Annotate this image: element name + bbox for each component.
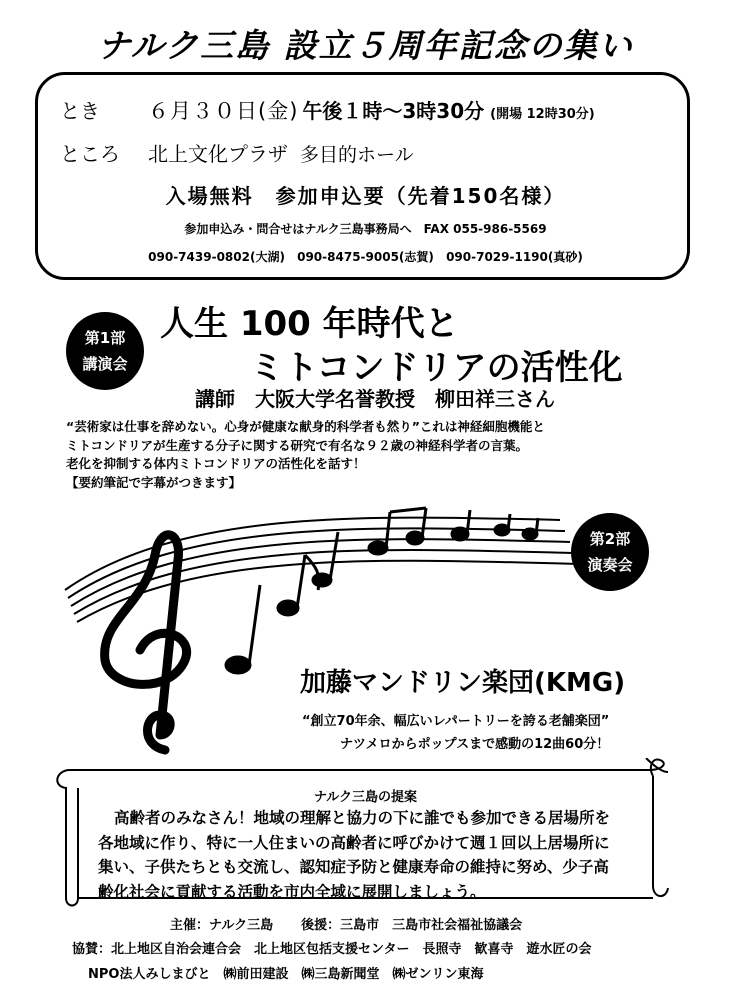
where-label: ところ [60,142,120,166]
lecture-title-line2: ミトコンドリアの活性化 [250,348,623,388]
lecture-title-line1: 人生 100 年時代と [160,304,459,344]
part2-badge-label: 演奏会 [587,556,633,574]
doors-open-time: (開場 12時30分) [490,107,595,122]
hall-name: 多目的ホール [300,144,414,166]
desc-line: “芸術家は仕事を辞めない。心身が健康な献身的科学者も然り”これは神経細胞機能と [66,419,545,434]
phone-numbers: 090-7439-0802(大湖) 090-8475-9005(志賀) 090-7029-1190(真砂) [148,250,583,264]
performer-tagline: “創立70年余、幅広いレパートリーを誇る老舗楽団” [302,714,610,729]
event-date: ６月３０日(金) [148,99,299,123]
part1-badge-label: 講演会 [82,355,128,373]
event-venue-row [60,138,414,167]
proposal-line: 集い、子供たちとも交流し、認知症予防と健康寿命の維持に努め、少子高 [98,858,609,876]
admission-info: 入場無料 参加申込要（先着150名様） [165,184,566,208]
event-date-row [60,95,595,125]
host-and-support [170,914,522,933]
page-title: ナルク三島 設立５周年記念の集い [97,26,634,65]
lecture-description [66,418,545,492]
support: 後援：三島市 三島市社会福祉協議会 [301,918,523,933]
desc-line: 【要約筆記で字幕がつきます】 [66,474,242,490]
performer-name: 加藤マンドリン楽団(KMG) [300,668,626,698]
part2-badge [571,513,649,591]
contact-line: 参加申込み・問合せはナルク三島事務局へ FAX 055-986-5569 [184,222,547,236]
proposal-body [98,806,678,904]
lecture-speaker: 講師 大阪大学名誉教授 柳田祥三さん [195,387,555,411]
sponsors-line2: NPO法人みしまびと ㈱前田建設 ㈱三島新聞堂 ㈱ゼンリン東海 [88,967,484,982]
performer-program: ナツメロからポップスまで感動の12曲60分！ [340,737,610,752]
host: 主催：ナルク三島 [170,918,274,933]
sponsors-line1: 協賛：北上地区自治会連合会 北上地区包括支援センター 長照寺 歓喜寺 遊水匠の会 [72,942,592,957]
part2-badge-number: 第2部 [589,530,631,548]
proposal-line: 高齢者のみなさん！地域の理解と協力の下に誰でも参加できる居場所を [114,809,611,827]
music-notes-icon [226,508,538,673]
treble-clef-icon [105,535,187,750]
event-time: 午後１時～3時30分 [302,99,485,123]
proposal-heading: ナルク三島の提案 [313,790,418,805]
part1-badge-number: 第1部 [84,329,126,347]
venue-name: 北上文化プラザ [148,142,288,166]
proposal-line: 齢化社会に貢献する活動を市内全域に展開しましょう。 [98,882,486,901]
proposal-line: 各地域に作り、特に一人住まいの高齢者に呼びかけて週１回以上居場所に [98,833,610,852]
desc-line: ミトコンドリアが生産する分子に関する研究で有名な９２歳の神経科学者の言葉。 [66,437,529,453]
lecture-title [160,302,623,390]
desc-line: 老化を抑制する体内ミトコンドリアの活性化を話す！ [66,456,366,471]
when-label: とき [60,99,100,123]
part1-badge [66,312,144,390]
